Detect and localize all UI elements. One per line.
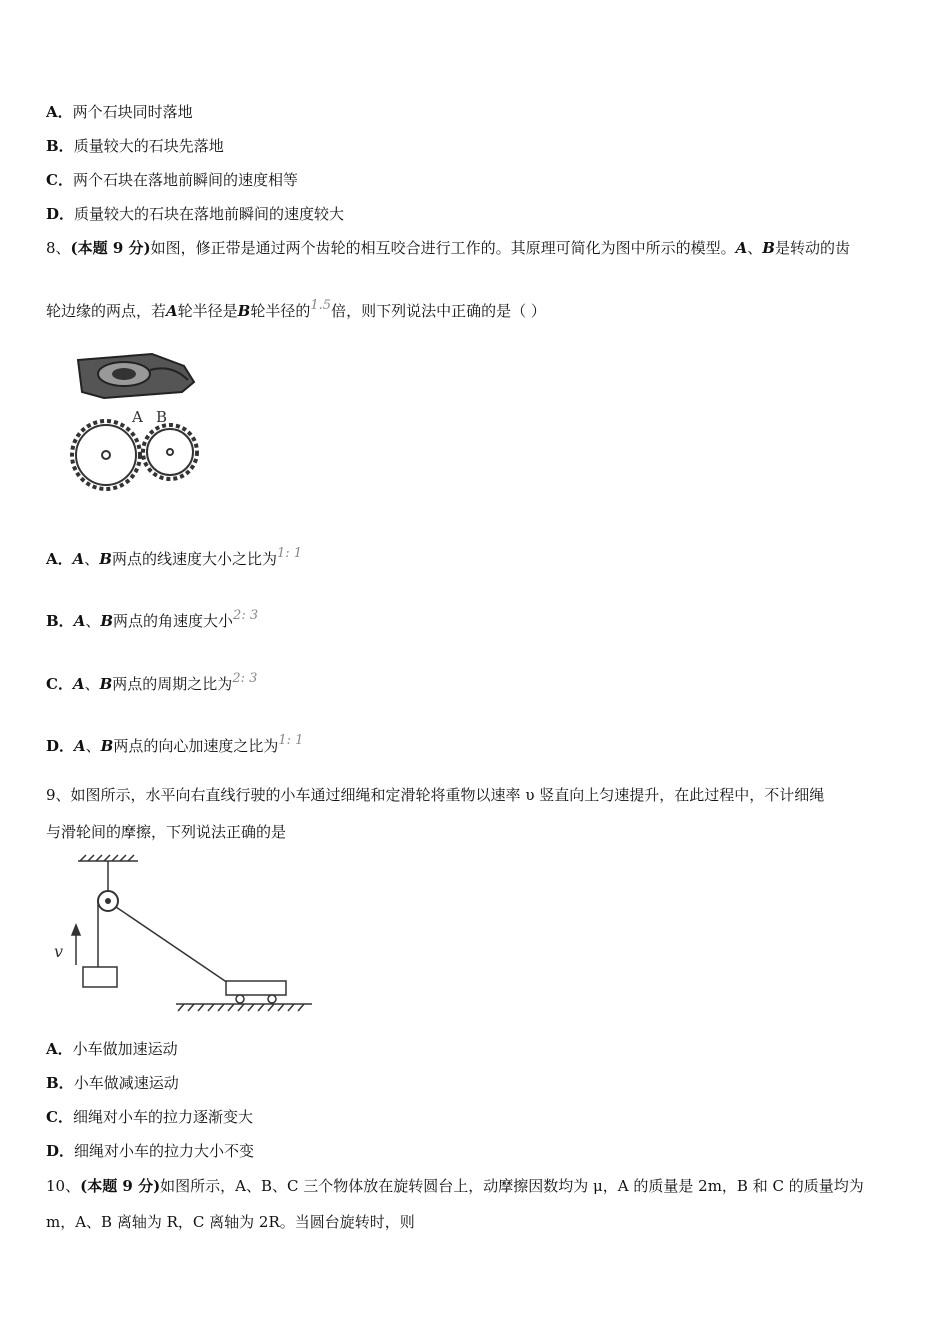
- gear-b-icon: [143, 425, 197, 479]
- q8-option-c: C．A、B两点的周期之比为2: 3: [46, 671, 258, 693]
- velocity-arrow-icon: [72, 925, 80, 965]
- cart-icon: [226, 981, 286, 1003]
- q9-stem-line-2: 与滑轮间的摩擦，下列说法正确的是: [46, 823, 287, 841]
- q8-stem-line-2: 轮边缘的两点，若A轮半径是B轮半径的1.5倍，则下列说法中正确的是（ ）: [46, 298, 546, 320]
- q9-option-c: C．细绳对小车的拉力逐渐变大: [46, 1108, 253, 1126]
- gear-label-a: A: [132, 408, 143, 426]
- q7-option-c: C．两个石块在落地前瞬间的速度相等: [46, 171, 298, 189]
- q8-option-d: D．A、B两点的向心加速度之比为1: 1: [46, 733, 304, 755]
- q9-option-b: B．小车做减速运动: [46, 1074, 179, 1092]
- q9-option-a: A．小车做加速运动: [46, 1040, 178, 1058]
- q8-gear-figure: [64, 352, 209, 497]
- q8-option-b: B．A、B两点的角速度大小2: 3: [46, 608, 259, 630]
- ceiling-icon: [78, 855, 138, 891]
- q7-option-b: B．质量较大的石块先落地: [46, 137, 224, 155]
- pulley-icon: [98, 891, 118, 911]
- correction-tape-icon: [78, 354, 194, 398]
- q10-stem-line-1: 10、(本题 9 分)如图所示，A、B、C 三个物体放在旋转圆台上，动摩擦因数均为 μ，A 的质量是 2m，B 和 C 的质量均为: [46, 1177, 864, 1195]
- q10-stem-line-2: m，A、B 离轴为 R，C 离轴为 2R。当圆台旋转时，则: [46, 1213, 415, 1231]
- ground-icon: [176, 1004, 312, 1011]
- gear-a-icon: [72, 421, 140, 489]
- q9-option-d: D．细绳对小车的拉力大小不变: [46, 1142, 255, 1160]
- q9-stem-line-1: 9、如图所示，水平向右直线行驶的小车通过细绳和定滑轮将重物以速率 υ 竖直向上匀速提升，在此过程中，不计细绳: [46, 786, 825, 804]
- q7-option-d: D．质量较大的石块在落地前瞬间的速度较大: [46, 205, 345, 223]
- q8-stem-line-1: 8、(本题 9 分)如图，修正带是通过两个齿轮的相互咬合进行工作的。其原理可简化为图中所示的模型。A、B是转动的齿: [46, 239, 850, 257]
- gear-label-b: B: [156, 408, 168, 426]
- weight-block: [83, 967, 117, 987]
- q9-pulley-figure: [50, 853, 315, 1015]
- velocity-label: v: [54, 942, 64, 961]
- q7-option-a: A．两个石块同时落地: [46, 103, 193, 121]
- q8-option-a: A．A、B两点的线速度大小之比为1: 1: [46, 546, 303, 568]
